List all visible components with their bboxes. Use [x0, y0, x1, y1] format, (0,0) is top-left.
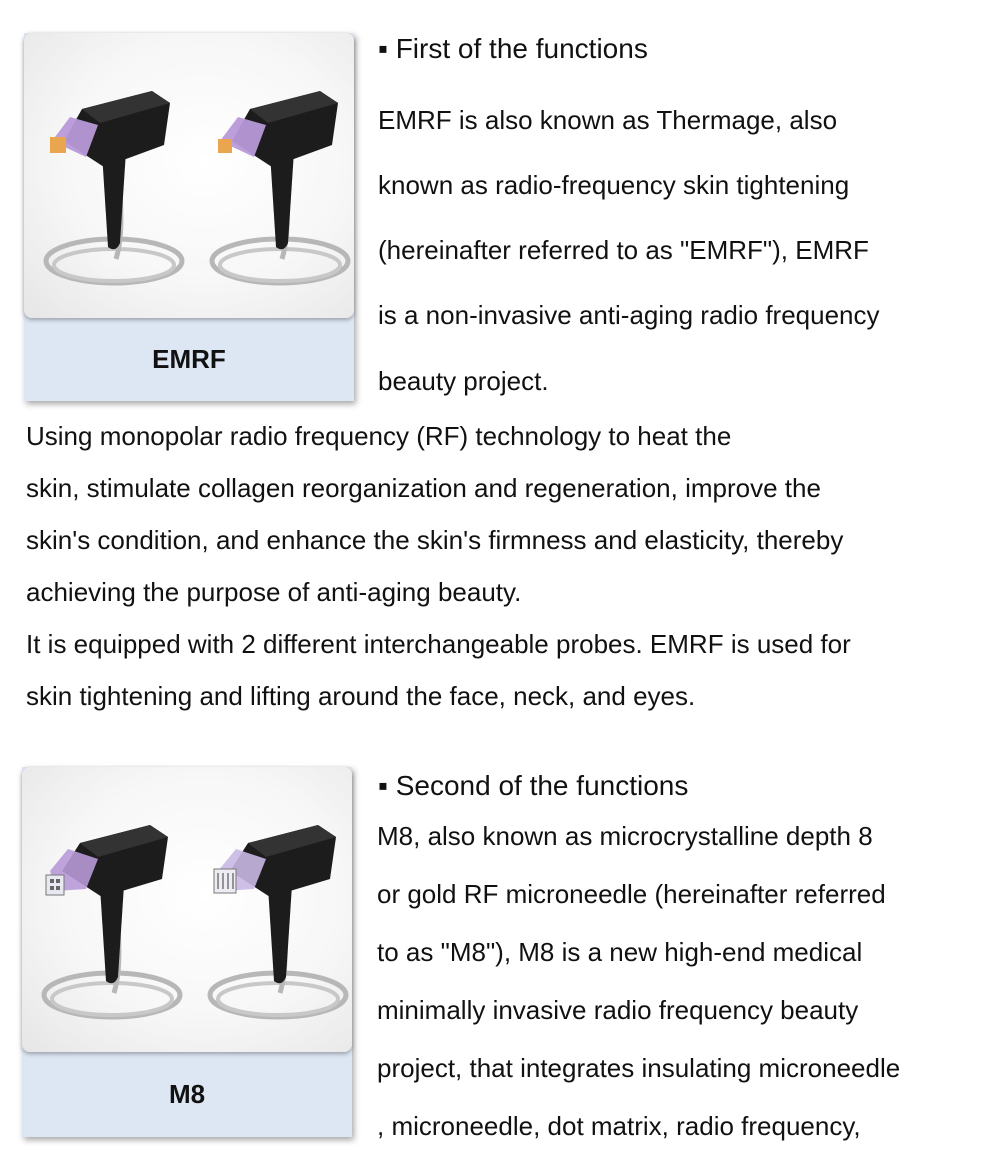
emrf-card-label: EMRF [152, 344, 226, 374]
emrf-body-line: Using monopolar radio frequency (RF) technology to heat the [26, 421, 732, 451]
first-function-heading: ▪ First of the functions [378, 33, 648, 64]
m8-side-line: minimally invasive radio frequency beauty [377, 995, 859, 1025]
m8-side-line: project, that integrates insulating microneedle [377, 1053, 901, 1083]
emrf-product-card [24, 33, 354, 401]
emrf-body-line: skin's condition, and enhance the skin's firmness and elasticity, thereby [26, 525, 844, 555]
emrf-handpiece-left-image [46, 91, 182, 283]
m8-handpiece-photo [22, 767, 352, 1052]
m8-side-line: to as "M8"), M8 is a new high-end medical [377, 937, 863, 967]
m8-handpiece-right-image [210, 825, 346, 1017]
emrf-side-line: known as radio-frequency skin tightening [378, 170, 850, 200]
emrf-side-line: beauty project. [378, 366, 549, 396]
emrf-handpiece-right-image [212, 91, 348, 283]
emrf-handpiece-photo [24, 33, 354, 318]
m8-product-card [22, 767, 352, 1137]
emrf-side-line: (hereinafter referred to as "EMRF"), EMRF [378, 235, 869, 265]
m8-side-line: , microneedle, dot matrix, radio frequency, [377, 1111, 861, 1141]
emrf-body-line: achieving the purpose of anti-aging beauty. [26, 577, 522, 607]
emrf-body-line: It is equipped with 2 different interchangeable probes. EMRF is used for [26, 629, 851, 659]
m8-side-line: M8, also known as microcrystalline depth 8 [377, 821, 873, 851]
emrf-side-line: is a non-invasive anti-aging radio frequency [378, 300, 880, 330]
m8-card-label: M8 [168, 1079, 206, 1109]
m8-side-line: or gold RF microneedle (hereinafter referred [377, 879, 886, 909]
emrf-side-line: EMRF is also known as Thermage, also [378, 105, 838, 135]
second-function-heading: ▪ Second of the functions [378, 770, 689, 801]
m8-handpiece-left-image [44, 825, 180, 1017]
emrf-body-line: skin, stimulate collagen reorganization and regeneration, improve the [26, 473, 821, 503]
emrf-body-line: skin tightening and lifting around the face, neck, and eyes. [26, 681, 696, 711]
